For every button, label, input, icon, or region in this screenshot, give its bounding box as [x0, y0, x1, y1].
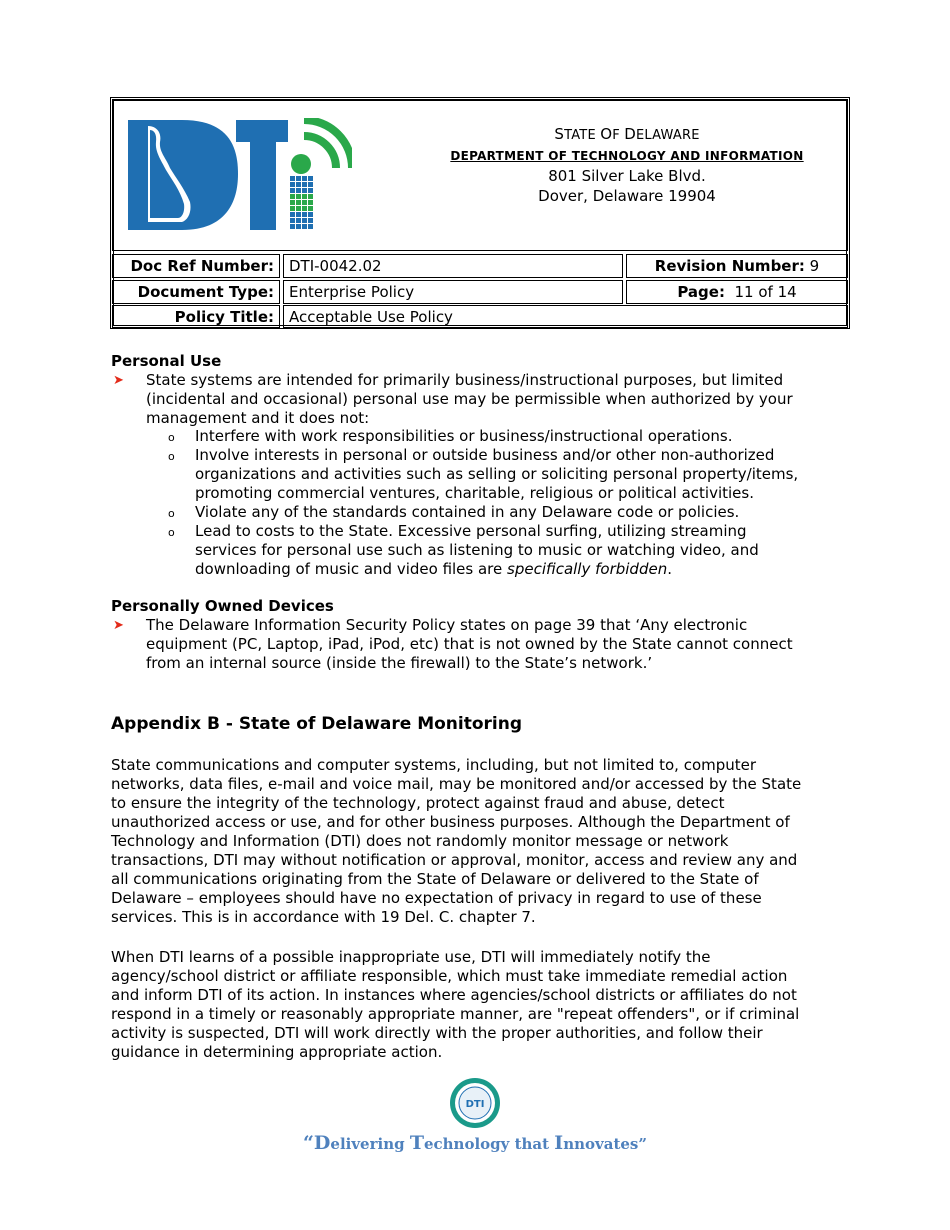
devices-heading: Personally Owned Devices — [111, 597, 334, 615]
revision-label: Revision Number: — [654, 257, 805, 275]
text-line: services for personal use such as listening to music or watching video, and — [195, 541, 759, 559]
text-line: When DTI learns of a possible inappropriate use, DTI will immediately notify the — [111, 948, 711, 966]
footer-tagline: “Delivering Technology that Innovates” — [302, 1132, 647, 1154]
text-line: The Delaware Information Security Policy states on page 39 that ‘Any electronic — [146, 616, 748, 634]
text-line: respond in a timely or reasonably appropriate manner, are "repeat offenders", or if criminal — [111, 1005, 800, 1023]
sub-item-violate: Violate any of the standards contained in any Delaware code or policies. — [195, 503, 740, 521]
text-line: all communications originating from the State of Delaware or delivered to the State of — [111, 870, 759, 888]
text-line: agency/school district or affiliate responsible, which must take immediate remedial action — [111, 967, 788, 985]
policy-title-label: Policy Title: — [112, 305, 280, 328]
text-line: services. This is in accordance with 19 Del. C. chapter 7. — [111, 908, 536, 926]
circle-bullet-icon: o — [168, 431, 175, 444]
revision-value: 9 — [809, 257, 820, 275]
inappropriate-use-paragraph — [111, 948, 841, 1062]
text-line: organizations and activities such as selling or soliciting personal property/items, — [195, 465, 799, 483]
state-name: STATE OF DELAWARE — [554, 125, 700, 143]
sub-item-costs — [195, 522, 759, 579]
circle-bullet-icon: o — [168, 526, 175, 539]
circle-bullet-icon: o — [168, 507, 175, 520]
text-line: (incidental and occasional) personal use may be permissible when authorized by your — [146, 390, 793, 408]
page-value: 11 of 14 — [734, 283, 797, 301]
text-line: activity is suspected, DTI will work directly with the proper authorities, and follow their — [111, 1024, 763, 1042]
department-name: DEPARTMENT OF TECHNOLOGY AND INFORMATION — [450, 149, 804, 163]
text-line: equipment (PC, Laptop, iPad, iPod, etc) that is not owned by the State cannot connect — [146, 635, 793, 653]
street-address: 801 Silver Lake Blvd. — [548, 167, 706, 185]
arrow-bullet-icon: ➤ — [113, 373, 124, 388]
text-line: State communications and computer systems, including, but not limited to, computer — [111, 756, 757, 774]
city-address: Dover, Delaware 19904 — [538, 187, 716, 205]
doc-ref-label: Doc Ref Number: — [112, 254, 280, 278]
personal-use-bullet — [146, 371, 793, 428]
dti-seal-icon — [449, 1077, 501, 1129]
arrow-bullet-icon: ➤ — [113, 618, 124, 633]
text-line: management and it does not: — [146, 409, 370, 427]
circle-bullet-icon: o — [168, 450, 175, 463]
organization-block — [440, 124, 814, 206]
text-line: downloading of music and video files are specifically forbidden. — [195, 560, 672, 578]
text-line: Lead to costs to the State. Excessive personal surfing, utilizing streaming — [195, 522, 747, 540]
monitoring-paragraph — [111, 756, 841, 927]
devices-bullet — [146, 616, 793, 673]
text-line: Delaware – employees should have no expectation of privacy in regard to use of these — [111, 889, 762, 907]
appendix-heading: Appendix B - State of Delaware Monitoring — [111, 714, 523, 734]
text-line: from an internal source (inside the firewall) to the State’s network.’ — [146, 654, 653, 672]
text-line: and inform DTI of its action. In instances where agencies/school districts or affiliates do not — [111, 986, 797, 1004]
page-label: Page: — [677, 283, 725, 301]
revision-number — [626, 254, 848, 278]
text-line: unauthorized access or use, and for other business purposes. Although the Department of — [111, 813, 790, 831]
doc-ref-value: DTI-0042.02 — [283, 254, 623, 278]
page-number — [626, 280, 848, 304]
sub-item-involve — [195, 446, 798, 503]
text-line: promoting commercial ventures, charitable, religious or political activities. — [195, 484, 754, 502]
personal-use-heading: Personal Use — [111, 352, 222, 370]
doc-type-value: Enterprise Policy — [283, 280, 623, 304]
policy-title-value: Acceptable Use Policy — [283, 305, 848, 328]
text-line: Involve interests in personal or outside business and/or other non-authorized — [195, 446, 775, 464]
text-line: Technology and Information (DTI) does not randomly monitor message or network — [111, 832, 729, 850]
svg-text:DTI: DTI — [465, 1099, 485, 1110]
text-line: to ensure the integrity of the technology, protect against fraud and abuse, detect — [111, 794, 725, 812]
text-line: State systems are intended for primarily business/instructional purposes, but limited — [146, 371, 784, 389]
text-line: networks, data files, e-mail and voice mail, may be monitored and/or accessed by the State — [111, 775, 802, 793]
dti-logo — [126, 118, 352, 232]
text-line: transactions, DTI may without notification or approval, monitor, access and review any and — [111, 851, 798, 869]
doc-type-label: Document Type: — [112, 280, 280, 304]
sub-item-interfere: Interfere with work responsibilities or business/instructional operations. — [195, 427, 733, 445]
text-line: guidance in determining appropriate action. — [111, 1043, 443, 1061]
